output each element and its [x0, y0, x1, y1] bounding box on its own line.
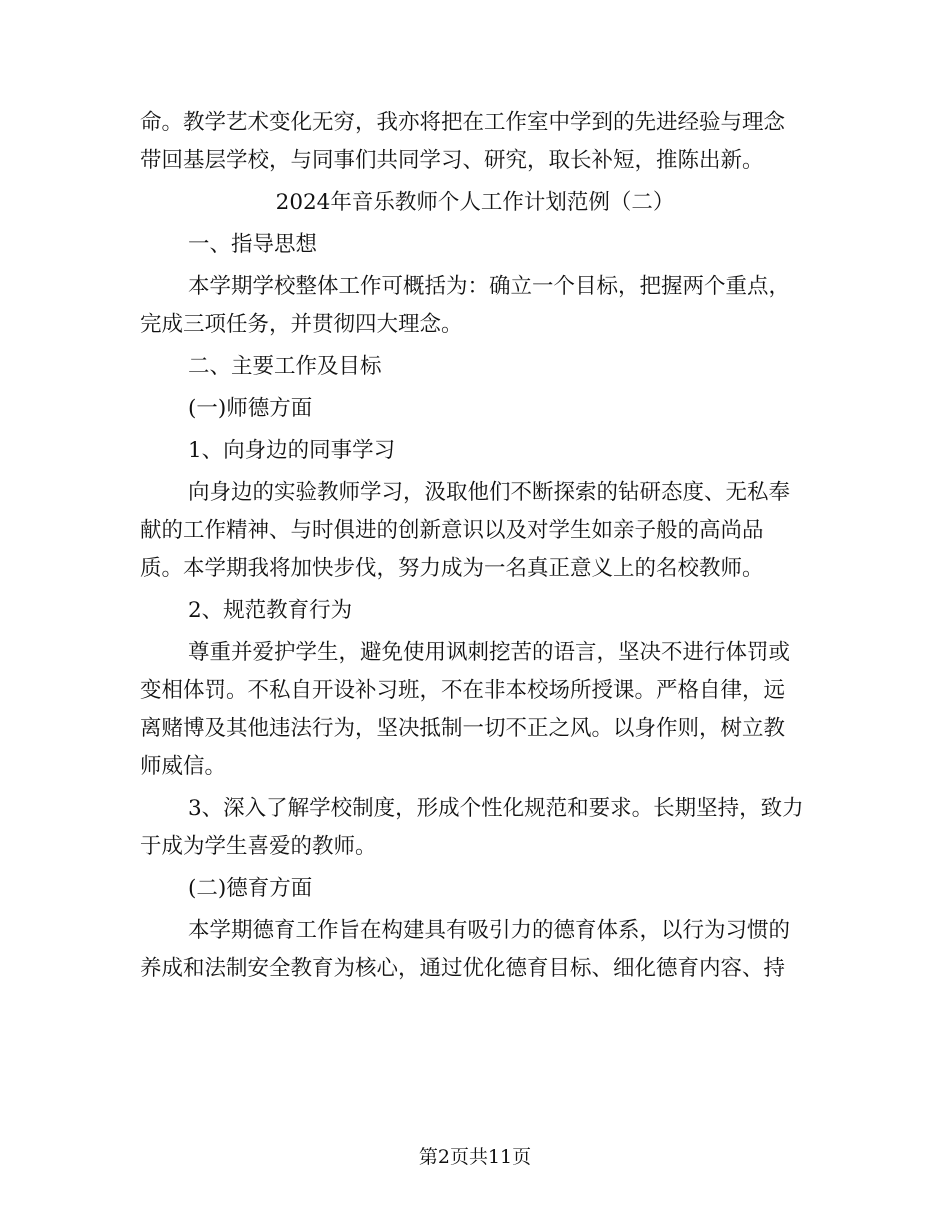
body-line: 本学期学校整体工作可概括为：确立一个目标，把握两个重点，	[188, 274, 791, 299]
body-line: 3、深入了解学校制度，形成个性化规范和要求。长期坚持，致力	[188, 796, 804, 821]
item-heading: 1、向身边的同事学习	[188, 438, 396, 463]
body-line: 离赌博及其他违法行为，坚决抵制一切不正之风。以身作则，树立教	[140, 716, 786, 741]
document-title: 2024年音乐教师个人工作计划范例（二）	[275, 190, 675, 215]
section-heading: 一、指导思想	[188, 232, 318, 257]
body-line: 向身边的实验教师学习，汲取他们不断探索的钻研态度、无私奉	[188, 480, 791, 505]
body-line: 变相体罚。不私自开设补习班，不在非本校场所授课。严格自律，远	[140, 678, 786, 703]
body-line: 养成和法制安全教育为核心，通过优化德育目标、细化德育内容、持	[140, 956, 786, 981]
body-line: 命。教学艺术变化无穷，我亦将把在工作室中学到的先进经验与理念	[140, 110, 786, 135]
document-body	[140, 104, 810, 988]
body-line: 带回基层学校，与同事们共同学习、研究，取长补短，推陈出新。	[140, 148, 764, 173]
item-heading: 2、规范教育行为	[188, 598, 353, 623]
section-heading: 二、主要工作及目标	[188, 354, 382, 379]
subsection-heading: (二)德育方面	[188, 876, 313, 901]
page-number: 第2页共11页	[418, 1146, 532, 1168]
body-line: 尊重并爱护学生，避免使用讽刺挖苦的语言，坚决不进行体罚或	[188, 640, 791, 665]
body-line: 献的工作精神、与时俱进的创新意识以及对学生如亲子般的高尚品	[140, 518, 764, 543]
body-line: 师威信。	[140, 754, 227, 779]
body-line: 于成为学生喜爱的教师。	[140, 834, 377, 859]
body-line: 质。本学期我将加快步伐，努力成为一名真正意义上的名校教师。	[140, 556, 764, 581]
body-line: 完成三项任务，并贯彻四大理念。	[140, 312, 463, 337]
subsection-heading: (一)师德方面	[188, 396, 313, 421]
body-line: 本学期德育工作旨在构建具有吸引力的德育体系，以行为习惯的	[188, 918, 791, 943]
